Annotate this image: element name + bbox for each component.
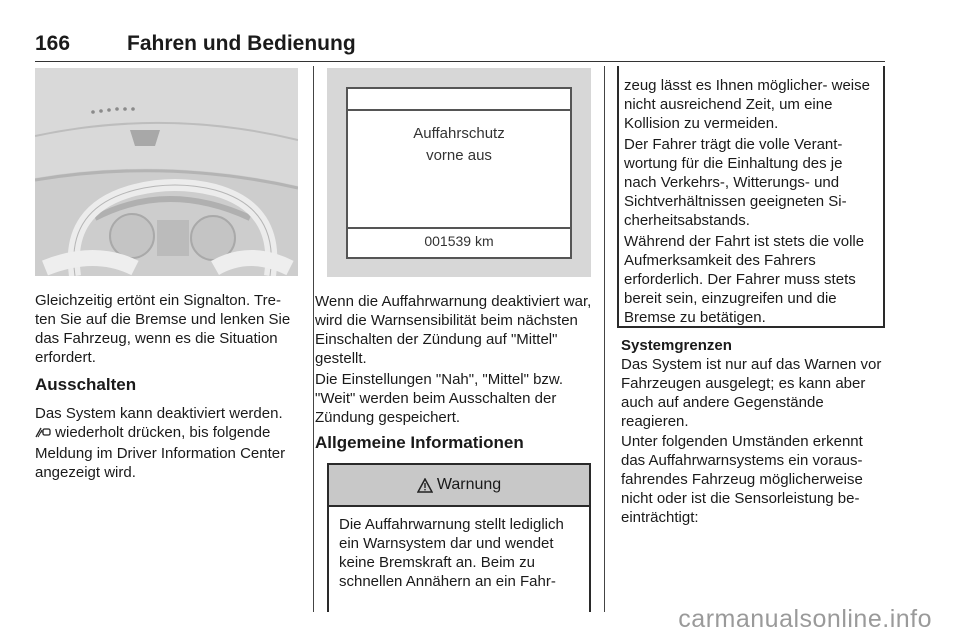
warning-text-part-3: Der Fahrer trägt die volle Verant- wortung für die Einhaltung des je nach Verkehrs-, Witterungs- und Sichtverhältnissen geeigneten Si- cherheitsabstands. — [624, 136, 847, 229]
warning-text-part-1: Die Auffahrwarnung stellt lediglich ein Warnsystem dar und wendet keine Bremskraft an. Beim zu schnellen Annähern an ein Fahr- — [339, 516, 564, 590]
heading-ausschalten: Ausschalten — [35, 375, 137, 394]
column-divider-2 — [604, 66, 605, 612]
dashboard-illustration — [35, 68, 298, 276]
dic-message-line-2: vorne aus — [426, 147, 492, 164]
col1-paragraph-2-line2: wiederholt drücken, bis folgende Meldung im Driver Information Center angezeigt wird. — [35, 424, 286, 481]
column-divider-1 — [313, 66, 314, 612]
heading-allgemeine-informationen: Allgemeine Informationen — [315, 433, 524, 452]
subheading-systemgrenzen: Systemgrenzen — [621, 337, 732, 354]
page-number: 166 — [35, 32, 71, 55]
dic-message-line-1: Auffahrschutz — [413, 125, 505, 142]
warning-text-part-2: zeug lässt es Ihnen möglicher- weise nicht ausreichend Zeit, um eine Kollision zu vermeiden. — [624, 77, 870, 132]
col1-paragraph-2 — [35, 404, 299, 482]
watermark: carmanualsonline.info — [678, 605, 932, 633]
page-title: Fahren und Bedienung — [127, 32, 356, 55]
col3-paragraph-2: Unter folgenden Umständen erkennt das Auffahrwarnsystems ein voraus- fahrendes Fahrzeug möglicherweise nicht oder ist die Sensorleistung be- einträchtigt: — [621, 433, 863, 526]
warning-box-part-1 — [327, 463, 591, 612]
steering-wheel-illustration — [35, 68, 298, 276]
warning-box-title: Warnung — [436, 476, 502, 493]
warning-box-part-2 — [617, 66, 885, 328]
warning-box-header — [329, 465, 589, 507]
col3-paragraph-1: Das System ist nur auf das Warnen vor Fahrzeugen ausgelegt; es kann aber auch auf andere Gegenstände reagieren. — [621, 356, 882, 430]
collision-warning-icon — [35, 425, 51, 444]
page-header — [35, 12, 885, 55]
col2-paragraph-2: Die Einstellungen "Nah", "Mittel" bzw. "Weit" werden beim Ausschalten der Zündung gespeichert. — [315, 371, 564, 426]
warning-triangle-icon — [417, 478, 433, 493]
warning-text-part-4: Während der Fahrt ist stets die volle Aufmerksamkeit des Fahrers erforderlich. Der Fahrer muss stets bereit sein, einzugreifen und die Bremse zu betätigen. — [624, 233, 865, 326]
col1-paragraph-1: Gleichzeitig ertönt ein Signalton. Tre- ten Sie auf die Bremse und lenken Sie das Fahrzeug, wenn es die Situation erfordert. — [35, 292, 291, 366]
col2-paragraph-1: Wenn die Auffahrwarnung deaktiviert war, wird die Warnsensibilität beim nächsten Einschalten der Zündung auf "Mittel" gestellt. — [315, 293, 592, 367]
dic-odometer: 001539 km — [424, 233, 494, 249]
header-rule — [35, 61, 885, 62]
col1-paragraph-2-line1: Das System kann deaktiviert werden. — [35, 405, 283, 422]
dic-display-illustration — [327, 68, 591, 277]
